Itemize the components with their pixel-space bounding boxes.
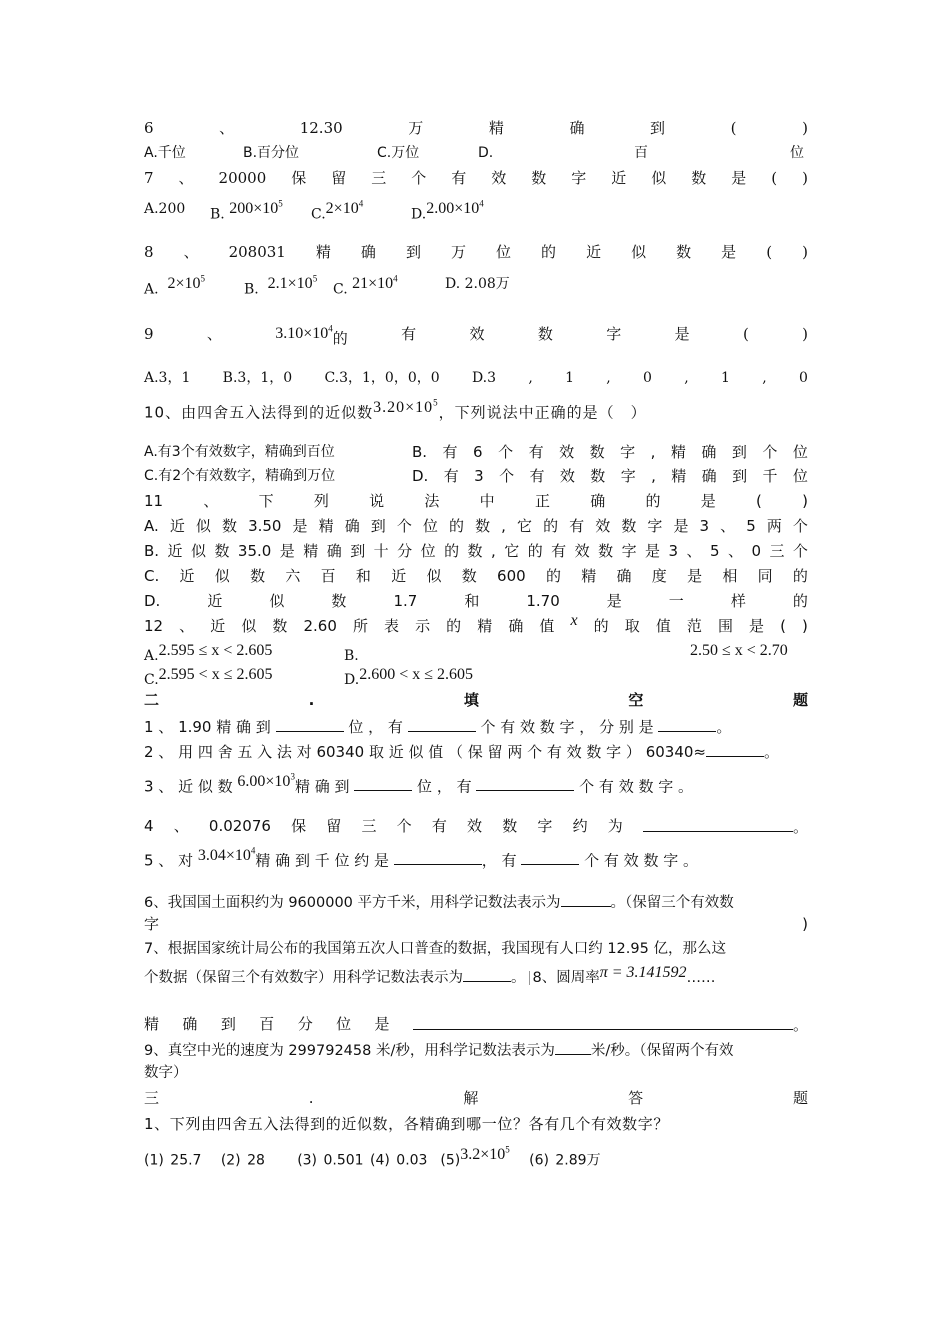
q11-option-c: C. 近 似 数 六 百 和 近 似 数 600 的 精 确 度 是 相 同 的 — [144, 567, 808, 585]
q10-option-d: D. 有 3 个 有 效 数 字 , 精 确 到 千 位 — [412, 467, 808, 485]
q10-option-a: A.有3个有效数字，精确到百位 — [144, 444, 335, 460]
fill-q9-blank[interactable] — [555, 1039, 591, 1055]
q7-option-c: $C.2\times 10^4$ — [311, 199, 364, 223]
fill-q6: 6、我国国土面积约为 9600000 平方千米，用科学记数法表示为 。（保留三个有效数 — [144, 891, 808, 913]
q8-option-b: B. $2.1\times 10^5$ — [244, 274, 318, 298]
fill-q1: 1 、 1.90 精 确 到 位 ， 有 个 有 效 数 字 ， 分 别 是 。 — [144, 718, 732, 736]
fill-q1-blank-3[interactable] — [658, 716, 716, 732]
q6-option-d: D. — [478, 145, 494, 161]
fill-q3: 3 、 近 似 数 $6.00\times 10^3$精 确 到 位 ， 有 个 有 效 数 字 。 — [144, 772, 693, 796]
q12-option-d: D.2.600 < x ≤ 2.605 — [344, 666, 473, 688]
fill-q8-blank[interactable] — [413, 1014, 793, 1030]
q6-option-c: C.万位 — [377, 145, 420, 161]
q7-option-d: $D.2.00\times 10^4$ — [411, 199, 484, 223]
fill-q6-cont: 字 ) — [144, 915, 808, 933]
fill-q5: 5 、 对 $3.04\times 10^4$精 确 到 千 位 约 是 ， 有 个 有 效 数 字 。 — [144, 846, 698, 870]
q11-option-d: D. 近 似 数 1.7 和 1.70 是 一 样 的 — [144, 592, 808, 610]
solve-q1: 1、下列由四舍五入法得到的近似数，各精确到哪一位？各有几个有效数字？ — [144, 1115, 669, 1133]
q9-options: A.3，1 B.3，1，0 C.3，1，0，0，0 D.3 , 1 , 0 , 1 , 0 — [144, 370, 808, 386]
q7-option-b: B. $200\times 10^5$ — [210, 199, 283, 223]
fill-q2-blank[interactable] — [706, 741, 764, 757]
fill-q7-cont: 个数据（保留三个有效数字）用科学记数法表示为 。 8、圆周率π = 3.141592…… — [144, 964, 716, 986]
fill-q2: 2 、 用 四 舍 五 入 法 对 60340 取 近 似 值 （ 保 留 两 个 有 效 数 字 ） 60340≈ 。 — [144, 743, 779, 761]
fill-q1-blank-2[interactable] — [408, 716, 476, 732]
q7-stem: 7 、 20000 保 留 三 个 有 效 数 字 近 似 数 是 ( ) — [144, 169, 808, 187]
q8-option-d: D. 2.08万 — [445, 276, 510, 292]
q10-stem: 10、由四舍五入法得到的近似数$3.20\times 10^5$，下列说法中正确的是（ ） — [144, 398, 647, 422]
cursor-mark — [529, 971, 530, 985]
q12-option-b-value: 2.50 ≤ x < 2.70 — [690, 642, 788, 659]
q7-option-a: A.200 — [144, 201, 186, 217]
q6-number: 6 — [144, 119, 154, 137]
q9-stem: 9 、 $3.10\times 10^4$的 有 效 数 字 是 ( ) — [144, 324, 808, 348]
fill-q9-cont: 数字） — [144, 1065, 188, 1081]
q8-option-a: A. $2\times 10^5$ — [144, 274, 205, 298]
q11-stem: 11 、 下 列 说 法 中 正 确 的 是 ( ) — [144, 492, 808, 510]
q11-option-b: B. 近 似 数 35.0 是 精 确 到 十 分 位 的 数 , 它 的 有 效 数 字 是 3 、 5 、 0 三 个 — [144, 542, 808, 560]
q8-option-c: C. $21\times 10^4$ — [333, 274, 398, 298]
section-2-title: 二 . 填 空 题 — [144, 691, 808, 709]
fill-q4: 4 、 0.02076 保 留 三 个 有 效 数 字 约 为 。 — [144, 817, 808, 836]
fill-q7: 7、根据国家统计局公布的我国第五次人口普查的数据，我国现有人口约 12.95 亿，那么这 — [144, 941, 726, 957]
q6-option-a: A.千位 — [144, 145, 186, 161]
fill-q5-blank-1[interactable] — [394, 849, 482, 865]
q8-stem: 8 、 208031 精 确 到 万 位 的 近 似 数 是 ( ) — [144, 243, 808, 261]
fill-q4-blank[interactable] — [643, 816, 793, 832]
q12-stem: 12 、 近 似 数 2.60 所 表 示 的 精 确 值 x 的 取 值 范 围 是 ( ) — [144, 612, 808, 635]
fill-q9: 9、真空中光的速度为 299792458 米/秒，用科学记数法表示为 米/秒。（保留两个有效 — [144, 1039, 808, 1061]
solve-q1-items: (1) 25.7 (2) 28 (3) 0.501 (4) 0.03 $(5)3.2\times 10^5$ (6) 2.89万 — [144, 1145, 601, 1169]
q12-option-b: B. — [344, 648, 359, 664]
q6-stem: 6 、 12.30 万 精 确 到 ( ) — [144, 119, 808, 137]
q10-option-c: C.有2个有效数字，精确到万位 — [144, 468, 336, 484]
fill-q7-blank[interactable] — [463, 966, 511, 982]
q12-option-a: A.2.595 ≤ x < 2.605 — [144, 642, 273, 664]
fill-q3-blank-2[interactable] — [476, 775, 574, 791]
fill-q5-blank-2[interactable] — [521, 849, 579, 865]
fill-q8: 精 确 到 百 分 位 是 。 — [144, 1015, 808, 1034]
q12-option-c: C.2.595 < x ≤ 2.605 — [144, 666, 273, 688]
fill-q3-blank-1[interactable] — [354, 775, 412, 791]
q10-option-b: B. 有 6 个 有 效 数 字 , 精 确 到 个 位 — [412, 443, 808, 461]
fill-q1-blank-1[interactable] — [276, 716, 344, 732]
section-3-title: 三 . 解 答 题 — [144, 1089, 808, 1107]
q6-option-b: B.百分位 — [243, 145, 300, 161]
fill-q6-blank[interactable] — [561, 891, 611, 907]
q11-option-a: A. 近 似 数 3.50 是 精 确 到 个 位 的 数 , 它 的 有 效 数 字 是 3 、 5 两 个 — [144, 517, 808, 535]
